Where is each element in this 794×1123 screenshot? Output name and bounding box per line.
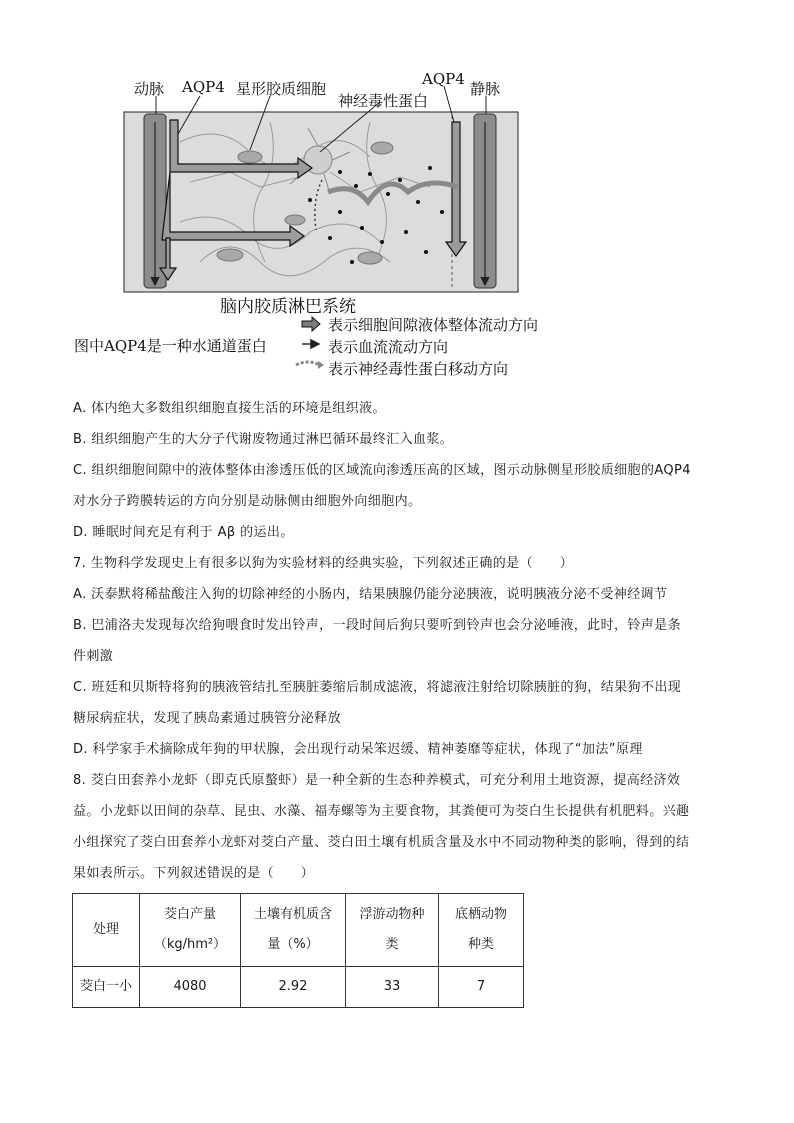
- table-cell: 2.92: [241, 967, 346, 1008]
- neurotoxin-label: 神经毒性蛋白: [338, 92, 429, 110]
- table-header: [140, 894, 241, 967]
- q6-option-a: A. 体内绝大多数组织细胞直接生活的环境是组织液。: [73, 401, 386, 416]
- aqp4-left-label: AQP4: [182, 78, 225, 96]
- header-line: 底栖动物: [454, 907, 507, 922]
- aqp4-right-label: AQP4: [422, 70, 465, 88]
- table-cell: 4080: [140, 967, 241, 1008]
- q7-option-c-line1: C. 班廷和贝斯特将狗的胰液管结扎至胰脏萎缩后制成滤液，将滤液注射给切除胰脏的狗，结果狗不出现: [73, 680, 682, 695]
- table-header: [439, 894, 524, 967]
- table-cell: 7: [439, 967, 524, 1008]
- glymphatic-figure: [70, 62, 630, 392]
- legend-item-neurotoxin: 表示神经毒性蛋白移动方向: [328, 360, 509, 378]
- figure-title: 脑内胶质淋巴系统: [220, 297, 356, 317]
- table-cell: 33: [346, 967, 439, 1008]
- header-line: 浮游动物种: [359, 907, 425, 922]
- q6-option-d: D. 睡眠时间充足有利于 Aβ 的运出。: [73, 525, 294, 540]
- header-line: 种类: [467, 937, 494, 952]
- header-line: 量（%）: [267, 937, 319, 952]
- q8-stem-line1: 8. 茭白田套养小龙虾（即克氏原螯虾）是一种全新的生态种养模式，可充分利用土地资源，提高经济效: [73, 773, 681, 788]
- table-cell: 茭白一小: [73, 967, 140, 1008]
- aqp4-note: 图中AQP4是一种水通道蛋白: [74, 337, 267, 355]
- q7-option-b-line2: 件刺激: [73, 649, 114, 664]
- header-line: 茭白产量: [163, 907, 216, 922]
- legend-item-bloodflow: 表示血流流动方向: [328, 338, 449, 356]
- table-header: [241, 894, 346, 967]
- q8-stem-line3: 小组探究了茭白田套养小龙虾对茭白产量、茭白田土壤有机质含量及水中不同动物种类的影响，得到的结: [73, 835, 690, 850]
- astrocyte-label: 星形胶质细胞: [236, 80, 327, 98]
- vein-label: 静脉: [470, 80, 501, 98]
- q7-option-c-line2: 糖尿病症状，发现了胰岛素通过胰管分泌释放: [73, 711, 342, 726]
- question-text: [73, 393, 723, 889]
- q6-option-b: B. 组织细胞产生的大分子代谢废物通过淋巴循环最终汇入血浆。: [73, 432, 454, 447]
- q8-stem-line2: 益。小龙虾以田间的杂草、昆虫、水藻、福寿螺等为主要食物，其粪便可为茭白生长提供有机肥料。兴趣: [73, 804, 690, 819]
- q7-option-d: D. 科学家手术摘除成年狗的甲状腺，会出现行动呆笨迟缓、精神萎靡等症状，体现了“加法”原理: [73, 742, 643, 757]
- q7-option-b-line1: B. 巴浦洛夫发现每次给狗喂食时发出铃声，一段时间后狗只要听到铃声也会分泌唾液，此时，铃声是条: [73, 618, 681, 633]
- q8-stem-line4: 果如表所示。下列叙述错误的是（ ）: [73, 866, 315, 881]
- artery-label: 动脉: [134, 80, 165, 98]
- table-header: [346, 894, 439, 967]
- results-table: [72, 893, 524, 1008]
- dashed-arrow-icon: [296, 361, 324, 369]
- table-row: [73, 967, 524, 1008]
- q7-option-a: A. 沃泰默将稀盐酸注入狗的切除神经的小肠内，结果胰腺仍能分泌胰液，说明胰液分泌不受神经调节: [73, 587, 668, 602]
- q7-stem: 7. 生物科学发现史上有很多以狗为实验材料的经典实验，下列叙述正确的是（ ）: [73, 556, 574, 571]
- header-line: （kg/hm²）: [153, 937, 227, 952]
- table-header-row: [73, 894, 524, 967]
- thick-arrow-icon: [302, 317, 320, 331]
- header-line: 土壤有机质含: [253, 907, 332, 922]
- legend-item-interstitial: 表示细胞间隙液体整体流动方向: [328, 316, 539, 334]
- table-header: 处理: [73, 894, 140, 967]
- header-line: 类: [385, 937, 399, 952]
- q6-option-c-line1: C. 组织细胞间隙中的液体整体由渗透压低的区域流向渗透压高的区域，图示动脉侧星形胶质细胞的AQP4: [73, 463, 691, 478]
- q6-option-c-line2: 对水分子跨膜转运的方向分别是动脉侧由细胞外向细胞内。: [73, 494, 422, 509]
